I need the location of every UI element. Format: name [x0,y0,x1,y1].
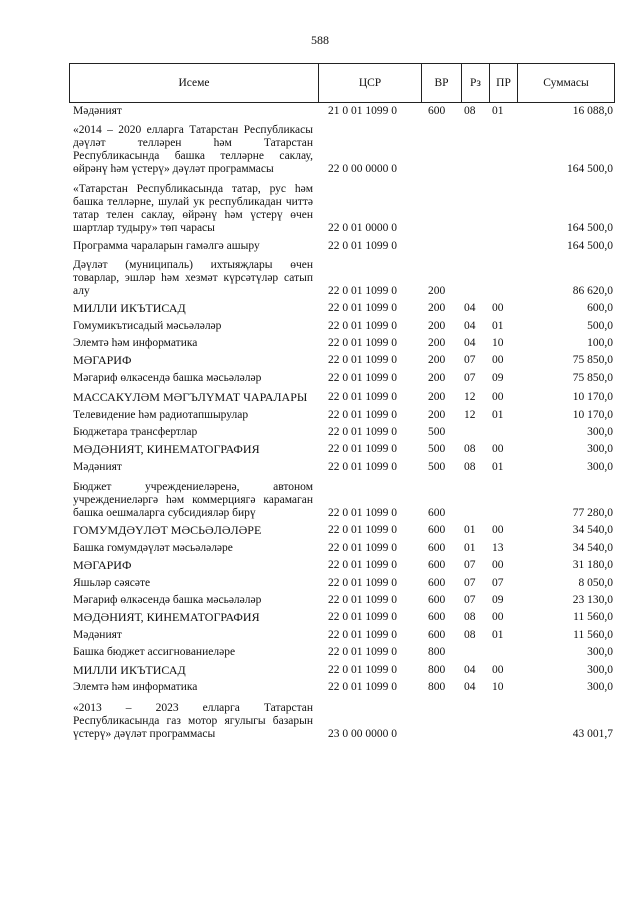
row-name: МӘГАРИФ [73,353,132,368]
row-name: «2013 – 2023 елларга Татарстан Республикасында газ мотор ягулыгы базарын үстерү» дәүләт программасы [73,702,313,741]
table-body [73,105,613,746]
table-row [73,426,613,443]
row-name: Телевидение һәм радиотапшырулар [73,408,249,421]
row-name: МАССАКҮЛӘМ МӘГЪЛҮМАТ ЧАРАЛАРЫ [73,390,308,405]
row-rz: 04 [464,680,476,693]
row-name: ГОМУМДӘҮЛӘТ МӘСЬӘЛӘЛӘРЕ [73,523,262,538]
table-row [73,646,613,663]
row-name: Башка гомумдәүләт мәсьәләләре [73,541,233,554]
row-sum: 31 180,0 [572,559,613,572]
column-header-vr: ВР [422,64,462,102]
table-row [73,629,613,646]
row-sum: 8 050,0 [578,576,613,589]
row-csr: 22 0 01 1099 0 [328,425,397,438]
row-csr: 22 0 01 1099 0 [328,507,397,520]
row-sum: 16 088,0 [572,105,613,117]
row-rz: 07 [464,576,476,589]
row-sum: 300,0 [587,663,613,676]
row-name: МӘДӘНИЯТ, КИНЕМАТОГРАФИЯ [73,442,260,457]
row-vr: 200 [428,336,446,349]
row-vr: 200 [428,408,446,421]
row-sum: 11 560,0 [573,628,613,641]
table-row [73,259,613,302]
row-rz: 07 [464,594,476,607]
row-sum: 43 001,7 [572,728,613,741]
row-pr: 09 [492,594,504,607]
row-csr: 21 0 01 1099 0 [328,105,397,117]
row-csr: 22 0 01 1099 0 [328,559,397,572]
row-pr: 00 [492,559,504,572]
row-rz: 07 [464,371,476,384]
row-csr: 22 0 01 1099 0 [328,239,397,252]
row-name: Башка бюджет ассигнованиеләре [73,646,236,659]
row-sum: 75 850,0 [572,354,613,367]
row-csr: 22 0 01 1099 0 [328,319,397,332]
row-csr: 22 0 01 1099 0 [328,680,397,693]
row-csr: 22 0 01 1099 0 [328,594,397,607]
row-rz: 07 [464,559,476,572]
row-name: Бюджет учреждениеләренә, автоном учреждениеләргә һәм коммерциягә карамаган башка оешмаларга субсидияләр бирү [73,481,313,520]
row-sum: 77 280,0 [572,507,613,520]
row-rz: 08 [464,628,476,641]
page-number: 588 [311,33,329,47]
table-row [73,105,613,122]
row-name: «Татарстан Республикасында татар, рус һәм башка телләрне, шулай ук республикадан читтә татар телен саклау, өйрәнү һәм үстерү өчен шартлар тудыру» төп чарасы [73,183,313,235]
row-vr: 600 [428,576,446,589]
row-pr: 00 [492,302,504,315]
row-sum: 300,0 [587,425,613,438]
row-csr: 22 0 01 1099 0 [328,576,397,589]
row-pr: 01 [492,460,504,473]
table-header [69,63,615,103]
row-sum: 100,0 [587,336,613,349]
table-row [73,443,613,460]
row-rz: 08 [464,611,476,624]
row-rz: 04 [464,319,476,332]
row-vr: 600 [428,559,446,572]
row-csr: 22 0 01 1099 0 [328,354,397,367]
row-name: МӘДӘНИЯТ, КИНЕМАТОГРАФИЯ [73,610,260,625]
row-pr: 07 [492,576,504,589]
row-sum: 164 500,0 [567,239,613,252]
row-csr: 22 0 01 1099 0 [328,646,397,659]
row-rz: 12 [464,408,476,421]
row-sum: 23 130,0 [572,594,613,607]
row-csr: 22 0 01 1099 0 [328,391,397,404]
row-vr: 200 [428,371,446,384]
row-sum: 500,0 [587,319,613,332]
row-sum: 86 620,0 [572,284,613,297]
row-csr: 22 0 01 1099 0 [328,460,397,473]
row-rz: 08 [464,460,476,473]
row-csr: 22 0 01 0000 0 [328,222,397,235]
row-pr: 01 [492,408,504,421]
row-name: Программа чараларын гамәлгә ашыру [73,239,260,252]
row-csr: 22 0 01 1099 0 [328,336,397,349]
row-csr: 22 0 00 0000 0 [328,163,397,175]
row-pr: 10 [492,680,504,693]
row-pr: 01 [492,628,504,641]
table-row [73,559,613,576]
table-row [73,183,613,239]
row-vr: 500 [428,460,446,473]
row-name: Дәүләт (муниципаль) ихтыяҗлары өчен товарлар, эшләр һәм хезмәт күрсәтүләр сатып алу [73,258,313,297]
row-sum: 600,0 [587,302,613,315]
row-name: Бюджетара трансфертлар [73,425,198,438]
row-vr: 600 [428,611,446,624]
row-sum: 10 170,0 [572,391,613,404]
table-row [73,594,613,611]
row-name: Гомумикътисадый мәсьәләләр [73,319,222,332]
row-vr: 500 [428,443,446,456]
table-row [73,664,613,681]
table-row [73,542,613,559]
row-sum: 300,0 [587,646,613,659]
table-row [73,524,613,541]
row-pr: 00 [492,611,504,624]
row-rz: 08 [464,105,476,117]
row-pr: 09 [492,371,504,384]
row-sum: 164 500,0 [567,222,613,235]
table-row [73,302,613,319]
row-csr: 22 0 01 1099 0 [328,443,397,456]
row-vr: 200 [428,391,446,404]
row-vr: 200 [428,284,446,297]
table-row [73,372,613,389]
row-sum: 300,0 [587,460,613,473]
row-vr: 800 [428,646,446,659]
table-row [73,702,613,745]
row-pr: 10 [492,336,504,349]
row-csr: 22 0 01 1099 0 [328,611,397,624]
row-vr: 600 [428,594,446,607]
column-header-csr: ЦСР [319,64,422,102]
row-vr: 800 [428,680,446,693]
row-name: Мәдәният [73,628,122,641]
table-row [73,354,613,371]
table-row [73,681,613,698]
row-name: Мәдәният [73,460,122,473]
row-rz: 01 [464,541,476,554]
table-row [73,409,613,426]
row-pr: 00 [492,443,504,456]
table-row [73,391,613,408]
row-csr: 22 0 01 1099 0 [328,524,397,537]
row-rz: 07 [464,354,476,367]
row-vr: 800 [428,663,446,676]
row-pr: 00 [492,524,504,537]
row-name: Элемтә һәм информатика [73,336,198,349]
column-header-sum: Суммасы [543,77,589,89]
table-row [73,611,613,628]
column-header-pr: ПР [490,64,518,102]
row-rz: 04 [464,336,476,349]
row-sum: 75 850,0 [572,371,613,384]
row-csr: 22 0 01 1099 0 [328,371,397,384]
row-sum: 11 560,0 [573,611,613,624]
row-name: «2014 – 2020 елларга Татарстан Республикасы дәүләт телләрен һәм Татарстан Республикасында башка телләрне саклау, өйрәнү һәм үстерү» дәүләт программасы [73,124,313,175]
row-csr: 22 0 01 1099 0 [328,663,397,676]
row-rz: 08 [464,443,476,456]
row-vr: 200 [428,302,446,315]
row-name: МИЛЛИ ИКЪТИСАД [73,301,186,316]
row-pr: 01 [492,319,504,332]
row-name: Мәгариф өлкәсендә башка мәсьәләләр [73,371,262,384]
row-vr: 600 [428,507,446,520]
row-csr: 22 0 01 1099 0 [328,541,397,554]
row-sum: 300,0 [587,680,613,693]
table-row [73,337,613,354]
row-vr: 600 [428,524,446,537]
row-csr: 22 0 01 1099 0 [328,408,397,421]
table-row [73,124,613,180]
row-vr: 600 [428,105,446,117]
row-vr: 600 [428,628,446,641]
row-name: Элемтә һәм информатика [73,680,198,693]
row-sum: 300,0 [587,443,613,456]
row-sum: 34 540,0 [572,524,613,537]
row-pr: 00 [492,663,504,676]
row-sum: 10 170,0 [572,408,613,421]
row-rz: 04 [464,302,476,315]
table-row [73,577,613,594]
column-header-name: Исеме [70,64,319,102]
table-row [73,320,613,337]
row-vr: 200 [428,354,446,367]
row-pr: 13 [492,541,504,554]
row-csr: 22 0 01 1099 0 [328,628,397,641]
row-name: МИЛЛИ ИКЪТИСАД [73,662,186,677]
row-pr: 00 [492,391,504,404]
row-vr: 600 [428,541,446,554]
row-csr: 22 0 01 1099 0 [328,302,397,315]
row-vr: 200 [428,319,446,332]
row-name: Мәдәният [73,105,122,117]
column-header-rz: Рз [462,64,490,102]
row-name: Яшьләр сәясәте [73,576,151,589]
row-rz: 04 [464,663,476,676]
table-row [73,461,613,478]
row-name: Мәгариф өлкәсендә башка мәсьәләләр [73,594,262,607]
table-row [73,240,613,257]
row-sum: 164 500,0 [567,163,613,175]
row-csr: 22 0 01 1099 0 [328,284,397,297]
table-row [73,481,613,524]
row-sum: 34 540,0 [572,541,613,554]
row-name: МӘГАРИФ [73,558,132,573]
row-pr: 00 [492,354,504,367]
row-pr: 01 [492,105,504,117]
row-rz: 12 [464,391,476,404]
row-vr: 500 [428,425,446,438]
row-rz: 01 [464,524,476,537]
row-csr: 23 0 00 0000 0 [328,728,397,741]
